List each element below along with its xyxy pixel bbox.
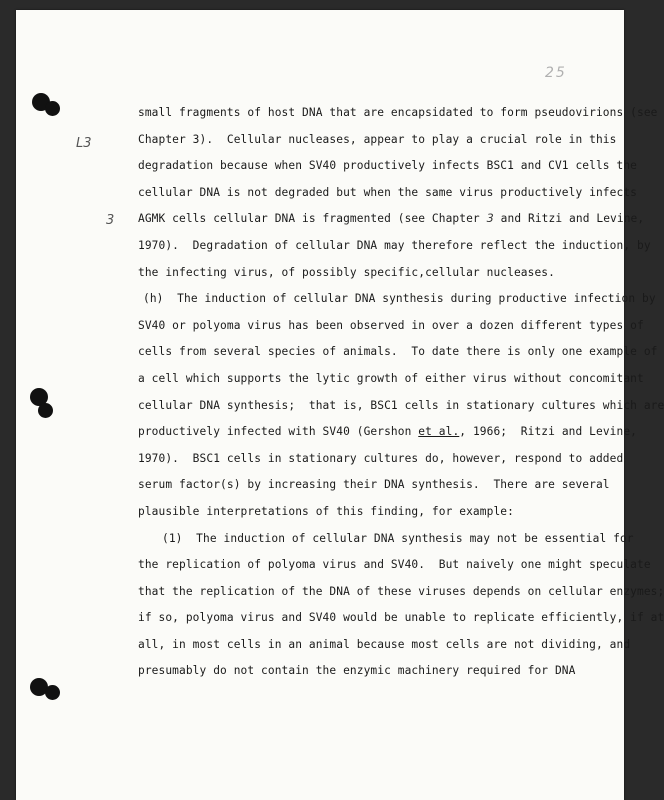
- text-segment: presumably do not contain the enzymic machinery required for DNA: [138, 664, 576, 678]
- margin-note-l3: L3: [76, 136, 92, 151]
- text-line: [138, 609, 664, 636]
- text-segment: (h) The induction of cellular DNA synthesis during productive infection by: [143, 292, 656, 306]
- binder-hole-middle-2: [38, 403, 53, 418]
- text-line: [143, 290, 656, 317]
- handwritten-insert: 3: [486, 212, 494, 226]
- margin-note-3: 3: [106, 213, 115, 228]
- text-segment: plausible interpretations of this finding, for example:: [138, 504, 514, 518]
- text-line: [138, 476, 608, 503]
- text-line: [138, 662, 608, 689]
- text-line: [138, 104, 658, 131]
- binder-hole-bottom-2: [45, 685, 60, 700]
- text-segment: productively infected with SV40 (Gershon: [138, 425, 419, 439]
- text-line: [138, 370, 644, 397]
- text-line: [138, 397, 664, 424]
- binder-hole-top-2: [45, 101, 60, 116]
- underlined-text: et al.: [418, 425, 460, 439]
- text-segment: the replication of polyoma virus and SV40. But naively one might speculate: [138, 558, 651, 572]
- text-segment: cellular DNA synthesis; that is, BSC1 cells in stationary cultures which are: [138, 398, 664, 412]
- text-segment: if so, polyoma virus and SV40 would be unable to replicate efficiently, if at: [138, 611, 664, 625]
- text-line: [138, 636, 631, 663]
- text-segment: 1970). BSC1 cells in stationary cultures do, however, respond to added: [138, 451, 624, 465]
- text-line: [138, 264, 608, 291]
- text-line: [162, 530, 634, 557]
- text-segment: Chapter 3). Cellular nucleases, appear to play a crucial role in this: [138, 132, 617, 146]
- text-line: [138, 184, 637, 211]
- text-segment: and Ritzi and Levine,: [493, 212, 645, 226]
- text-line: [138, 583, 664, 610]
- text-line: [138, 237, 651, 264]
- text-segment: cells from several species of animals. To date there is only one example of: [138, 345, 658, 359]
- text-segment: cellular DNA is not degraded but when the same virus productively infects: [138, 185, 637, 199]
- text-segment: degradation because when SV40 productively infects BSC1 and CV1 cells the: [138, 159, 637, 173]
- text-line: [138, 210, 645, 237]
- text-segment: , 1966; Ritzi and Levine,: [459, 425, 638, 439]
- text-segment: a cell which supports the lytic growth of either virus without concomitant: [138, 371, 644, 385]
- text-line: [138, 131, 617, 158]
- text-line: [138, 503, 608, 530]
- text-line: [138, 423, 638, 450]
- text-segment: that the replication of the DNA of these viruses depends on cellular enzymes;: [138, 584, 664, 598]
- text-line: [138, 317, 644, 344]
- text-line: [138, 157, 637, 184]
- text-line: [138, 343, 658, 370]
- text-line: [138, 556, 651, 583]
- text-segment: small fragments of host DNA that are encapsidated to form pseudovirions (see: [138, 106, 658, 119]
- typed-text-body: [138, 104, 664, 689]
- text-segment: all, in most cells in an animal because most cells are not dividing, and: [138, 637, 631, 651]
- text-line: [138, 450, 624, 477]
- text-segment: (1) The induction of cellular DNA synthesis may not be essential for: [162, 531, 634, 545]
- text-segment: AGMK cells cellular DNA is fragmented (see Chapter: [138, 212, 487, 226]
- handwritten-page-number: 25: [545, 65, 567, 81]
- text-segment: 1970). Degradation of cellular DNA may therefore reflect the induction, by: [138, 238, 651, 252]
- text-segment: serum factor(s) by increasing their DNA synthesis. There are several: [138, 478, 610, 492]
- text-segment: the infecting virus, of possibly specific,cellular nucleases.: [138, 265, 555, 279]
- text-segment: SV40 or polyoma virus has been observed in over a dozen different types of: [138, 318, 644, 332]
